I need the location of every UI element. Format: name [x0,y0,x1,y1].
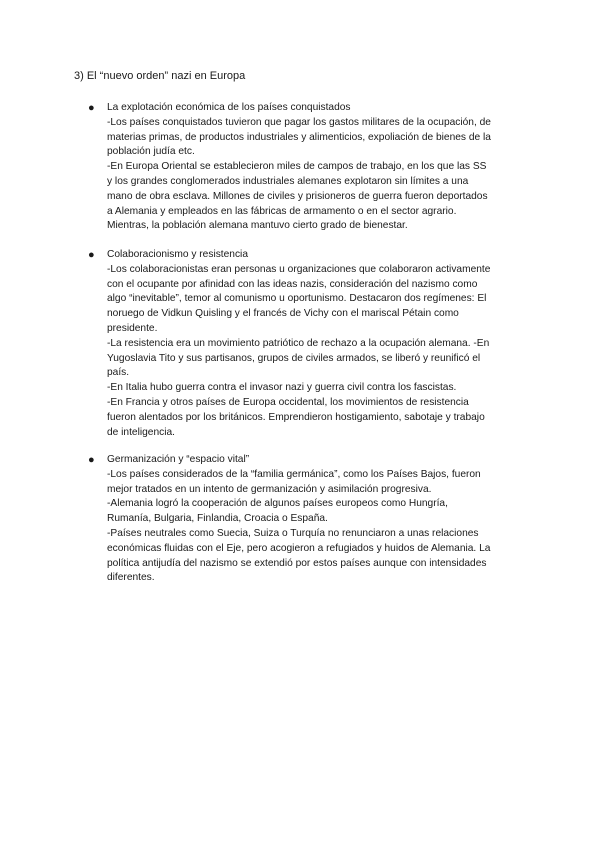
section-body [107,101,567,234]
paragraph-line: mano de obra esclava. Millones de civiles y prisioneros de guerra fueron deportados [107,190,488,202]
bullet-title: Germanización y “espacio vital” [107,454,250,465]
bullet-title: Colaboracionismo y resistencia [107,249,248,260]
paragraph-line: -En Europa Oriental se establecieron miles de campos de trabajo, en los que las SS [107,161,487,173]
paragraph-line: país. [107,367,130,379]
bullet-icon: ● [88,249,95,261]
bullet-title: La explotación económica de los países conquistados [107,102,351,113]
paragraph-line: Yugoslavia Tito y sus partisanos, grupos de civiles armados, se liberó y reunificó el [107,352,481,364]
paragraph-line: a Alemania y empleados en las fábricas de armamento o en el sector agrario. [107,205,457,217]
paragraph-line: fueron alentados por los británicos. Emprendieron hostigamiento, sabotaje y trabajo [107,411,485,423]
paragraph-line: Rumanía, Bulgaria, Finlandia, Croacia o España. [107,513,328,525]
paragraph-line: -Países neutrales como Suecia, Suiza o Turquía no renunciaron a unas relaciones [107,527,479,539]
paragraph-line: y los grandes conglomerados industriales alemanes explotaron sin límites a una [107,175,469,187]
paragraph-line: -Los colaboracionistas eran personas u organizaciones que colaboraron activamente [107,263,491,275]
paragraph-line: con el ocupante por afinidad con las ideas nazis, consideración del nazismo como [107,278,478,290]
paragraph-line: -Los países conquistados tuvieron que pagar los gastos militares de la ocupación, de [107,116,491,128]
paragraph-line: de inteligencia. [107,426,175,438]
paragraph-line: -Los países considerados de la “familia germánica”, como los Países Bajos, fueron [107,468,481,480]
bullet-icon: ● [88,102,95,114]
paragraph-line: población judía etc. [107,146,195,158]
paragraph-line: -La resistencia era un movimiento patriótico de rechazo a la ocupación alemana. -En [107,337,490,349]
paragraph-line: diferentes. [107,572,155,584]
paragraph-line: presidente. [107,322,158,334]
paragraph-line: mejor tratados en un intento de germanización y asimilación progresiva. [107,483,432,495]
section-body [107,453,567,586]
paragraph-line: -En Francia y otros países de Europa occidental, los movimientos de resistencia [107,396,469,408]
section-heading: 3) El “nuevo orden” nazi en Europa [74,70,246,82]
paragraph-line: Mientras, la población alemana mantuvo cierto grado de bienestar. [107,220,408,232]
paragraph-line: -En Italia hubo guerra contra el invasor nazi y guerra civil contra los fascistas. [107,382,457,394]
paragraph-line: algo “inevitable”, temor al comunismo u oportunismo. Destacaron dos regímenes: El [107,293,487,305]
paragraph-line: política antijudía del nazismo se extendió por estos países aunque con intensidades [107,557,487,569]
paragraph-line: -Alemania logró la cooperación de algunos países europeos como Hungría, [107,498,448,510]
section-body [107,248,567,440]
paragraph-line: económicas fluidas con el Eje, pero acogieron a refugiados y huidos de Alemania. La [107,542,491,554]
bullet-icon: ● [88,454,95,466]
paragraph-line: noruego de Vidkun Quisling y el francés de Vichy con el mariscal Pétain como [107,308,459,320]
paragraph-line: materias primas, de productos industriales y alimenticios, expoliación de bienes de la [107,131,491,143]
